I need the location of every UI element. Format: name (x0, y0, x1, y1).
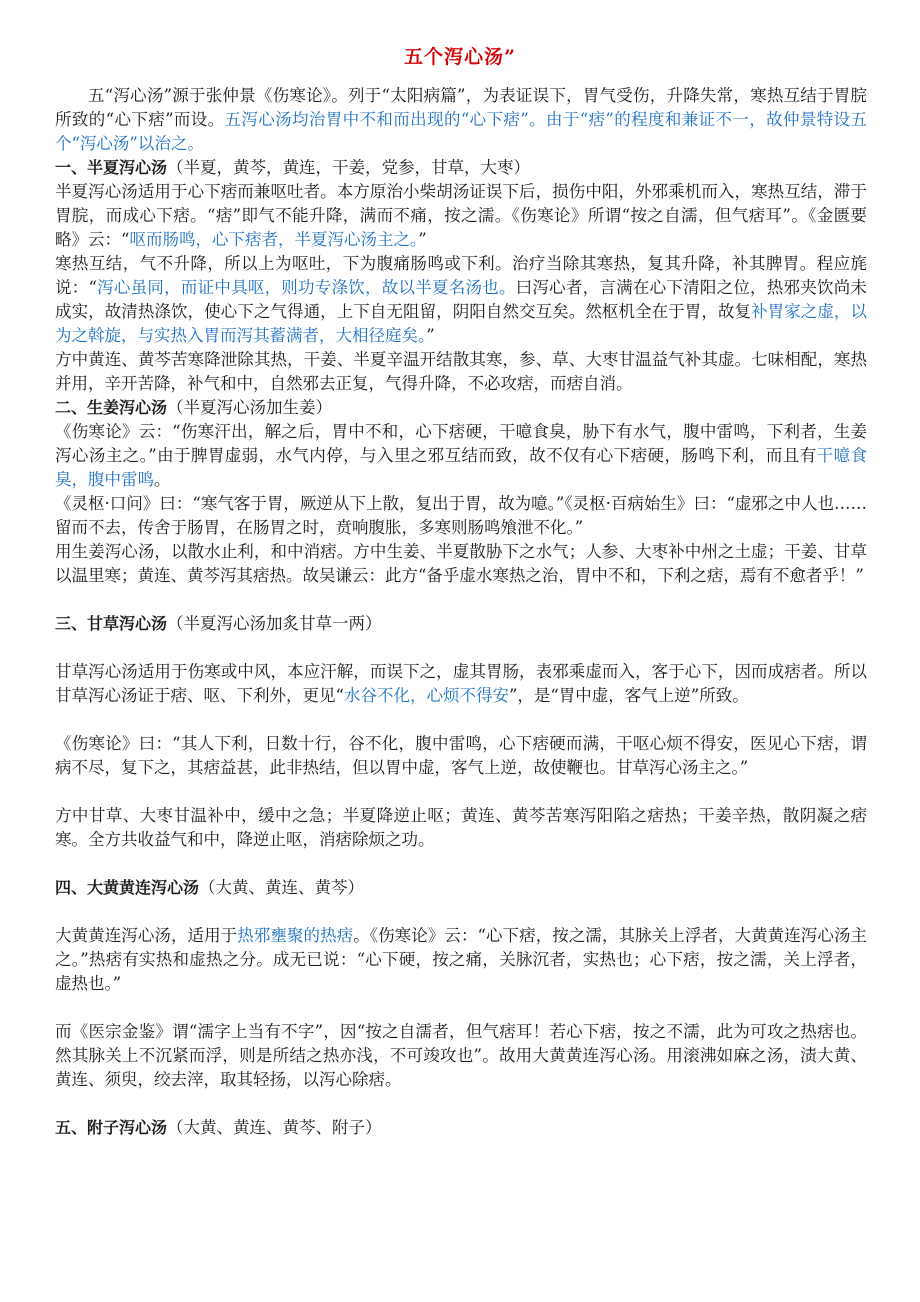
section-4-heading (55, 876, 867, 900)
s1-p2-text: 寒热互结，气不升降，所以上为呕吐，下为腹痛肠鸣或下利。治疗当除其寒热，复其升降，补其脾胃。程应旄说：“ (55, 254, 867, 297)
s2-p1-highlight: 干噫食臭，腹中雷鸣 (55, 446, 867, 489)
s3-p1-text-end: ”，是“胃中虚，客气上逆”所致。 (508, 686, 749, 705)
intro-highlight: 五泻心汤均治胃中不和而出现的“心下痞”。由于“痞”的程度和兼证不一，故仲景特设五个“泻心汤”以治之。 (55, 110, 867, 153)
section-2-herbs: （半夏泻心汤加生姜） (167, 398, 333, 417)
spacer (55, 900, 867, 924)
section-3-paragraph-3: 方中甘草、大枣甘温补中，缓中之急；半夏降逆止呕；黄连、黄芩苦寒泻阳陷之痞热；干姜辛热，散阴凝之痞寒。全方共收益气和中，降逆止呕，消痞除烦之功。 (55, 806, 867, 849)
intro-text: 五“泻心汤”源于张仲景《伤寒论》。列于“太阳病篇”，为表证误下，胃气受伤，升降失常，寒热互结于胃脘所致的“心下痞”而设。 (55, 86, 867, 129)
section-1-herbs: （半夏，黄芩，黄连，干姜，党参，甘草，大枣） (167, 158, 531, 177)
section-1-paragraph-1 (55, 180, 867, 252)
section-1-title: 一、半夏泻心汤 (55, 158, 168, 177)
spacer (55, 780, 867, 804)
spacer (55, 588, 867, 612)
s1-p1-text: 半夏泻心汤适用于心下痞而兼呕吐者。本方原治小柴胡汤证误下后，损伤中阳，外邪乘机而入，寒热互结，滞于胃脘，而成心下痞。“痞”即气不能升降，满而不痛，按之濡。《伤寒论》所谓“按之自濡，但气痞耳”。《金匮要略》云：“ (55, 182, 867, 249)
spacer (55, 996, 867, 1020)
section-3-paragraph-2: 《伤寒论》曰：“其人下利，日数十行，谷不化，腹中雷鸣，心下痞硬而满，干呕心烦不得安，医见心下痞，谓病不尽，复下之，其痞益甚，此非热结，但以胃中虚，客气上逆，故使鞭也。甘草泻心汤主之。” (55, 734, 867, 777)
intro-paragraph (55, 84, 867, 156)
spacer (55, 1092, 867, 1116)
section-2-title: 二、生姜泻心汤 (55, 398, 168, 417)
document-title: 五个泻心汤” (404, 46, 516, 68)
section-2-paragraph-3: 用生姜泻心汤，以散水止利，和中消痞。方中生姜、半夏散胁下之水气；人参、大枣补中州之土虚；干姜、甘草以温里寒；黄连、黄芩泻其痞热。故吴谦云：此方“备乎虚水寒热之治，胃中不和，下利之痞，焉有不愈者乎！” (55, 542, 867, 585)
section-5-herbs: （大黄、黄连、黄芩、附子） (167, 1118, 382, 1137)
s4-p1-text: 大黄黄连泻心汤，适用于 (55, 926, 238, 945)
section-2-heading (55, 396, 867, 420)
section-4-herbs: （大黄、黄连、黄芩） (199, 878, 365, 897)
section-3-heading (55, 612, 867, 636)
section-3-paragraph-1 (55, 660, 867, 708)
spacer (55, 852, 867, 876)
s3-p1-text: 甘草泻心汤适用于伤寒或中风，本应汗解，而误下之，虚其胃肠，表邪乘虚而入，客于心下，因而成痞者。所以甘草泻心汤证于痞、呕、下利外，更见“ (55, 662, 867, 705)
s2-p1-text-end: 。 (154, 470, 171, 489)
spacer (55, 708, 867, 732)
s1-p2-text-end: ” (426, 326, 435, 345)
section-3-title: 三、甘草泻心汤 (55, 614, 168, 633)
section-1-paragraph-2 (55, 252, 867, 348)
s1-p1-highlight: 呕而肠鸣，心下痞者，半夏泻心汤主之。 (129, 230, 419, 249)
s4-p1-text-end: 。《伤寒论》云：“心下痞，按之濡，其脉关上浮者，大黄黄连泻心汤主之。”热痞有实热和虚热之分。成无已说：“心下硬，按之痛，关脉沉者，实热也；心下痞，按之濡，关上浮者，虚热也。” (55, 926, 868, 993)
s1-p2-highlight-1: 泻心虽同，而证中具呕，则功专涤饮，故以半夏名汤也。 (96, 278, 516, 297)
s1-p1-text-end: ” (418, 230, 427, 249)
section-4-paragraph-1 (55, 924, 867, 996)
section-3-herbs: （半夏泻心汤加炙甘草一两） (167, 614, 382, 633)
s1-p2-highlight-2: 补胃家之虚，以为之斡旋，与实热入胃而泻其蓄满者，大相径庭矣。 (55, 302, 868, 345)
spacer (55, 636, 867, 660)
s3-p1-highlight: 水谷不化，心烦不得安 (343, 686, 509, 705)
s4-p1-highlight: 热邪壅聚的热痞 (237, 926, 354, 945)
section-4-paragraph-2: 而《医宗金鉴》谓“濡字上当有不字”，因“按之自濡者，但气痞耳！若心下痞，按之不濡，此为可攻之热痞也。然其脉关上不沉紧而浮，则是所结之热亦浅，不可竣攻也”。故用大黄黄连泻心汤。用滚沸如麻之汤，渍大黄、黄连、须臾，绞去滓，取其轻扬，以泻心除痞。 (55, 1022, 867, 1089)
s1-p2-text-2: 曰泻心者，言满在心下清阳之位，热邪夹饮尚未成实，故清热涤饮，使心下之气得通，上下自无阻留，阴阳自然交互矣。然枢机全在于胃，故复 (55, 278, 868, 321)
document-body (55, 84, 867, 1140)
section-2-paragraph-2: 《灵枢·口问》曰：“寒气客于胃，厥逆从下上散，复出于胃，故为噫。”《灵枢·百病始生》曰：“虚邪之中人也……留而不去，传舍于肠胃，在肠胃之时，贲响腹胀，多寒则肠鸣飧泄不化。” (55, 494, 867, 537)
section-1-paragraph-3: 方中黄连、黄芩苦寒降泄除其热，干姜、半夏辛温开结散其寒，参、草、大枣甘温益气补其虚。七味相配，寒热并用，辛开苦降，补气和中，自然邪去正复，气得升降，不必攻痞，而痞自消。 (55, 350, 867, 393)
section-2-paragraph-1 (55, 420, 867, 492)
section-4-title: 四、大黄黄连泻心汤 (55, 878, 200, 897)
section-5-heading (55, 1116, 867, 1140)
s2-p1-text: 《伤寒论》云：“伤寒汗出，解之后，胃中不和，心下痞硬，干噫食臭，胁下有水气，腹中雷鸣，下利者，生姜泻心汤主之。”由于脾胃虚弱，水气内停，与入里之邪互结而致，故不仅有心下痞硬，肠鸣下利，而且有 (55, 422, 867, 465)
section-1-heading (55, 156, 867, 180)
section-5-title: 五、附子泻心汤 (55, 1118, 168, 1137)
